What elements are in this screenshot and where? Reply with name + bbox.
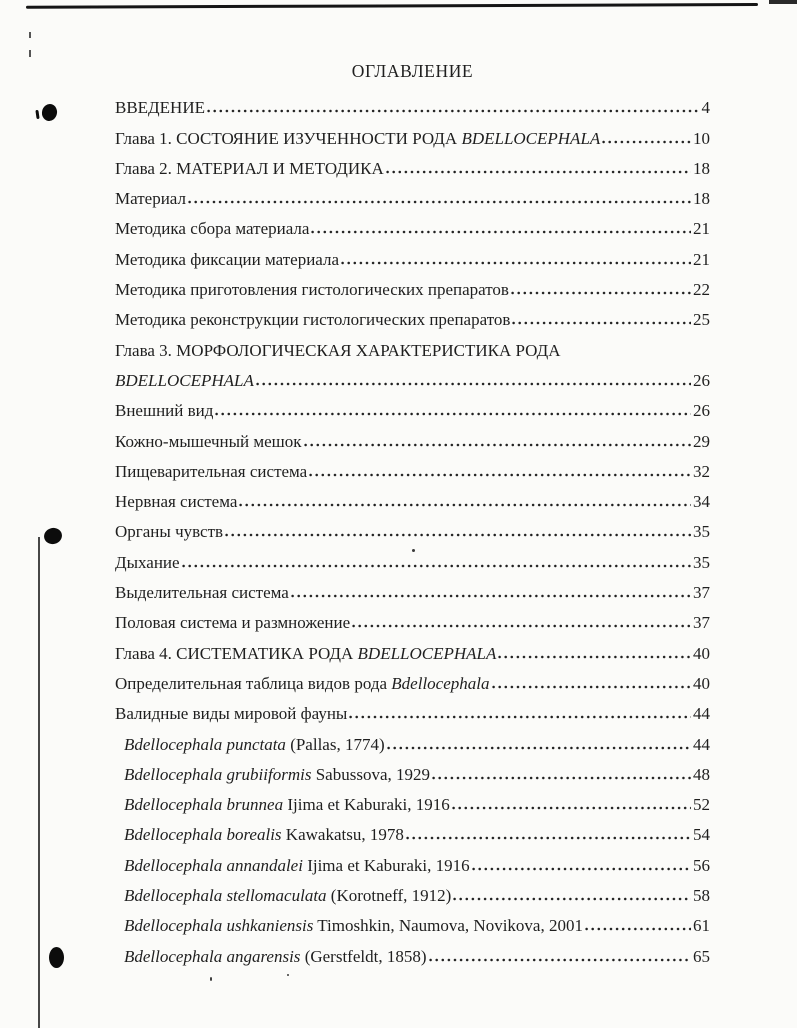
entry-text: Глава 2. МАТЕРИАЛ И МЕТОДИКА bbox=[115, 158, 384, 178]
toc-entry bbox=[115, 270, 710, 300]
entry-page: 10 bbox=[693, 128, 710, 148]
entry-page: 21 bbox=[693, 249, 710, 269]
entry-label bbox=[115, 553, 180, 573]
toc-entries bbox=[115, 88, 710, 967]
entry-label bbox=[115, 280, 509, 300]
entry-page: 61 bbox=[693, 916, 710, 936]
toc-entry bbox=[115, 573, 710, 603]
entry-page: 58 bbox=[693, 886, 710, 906]
entry-page: 34 bbox=[693, 492, 710, 512]
entry-page: 54 bbox=[693, 825, 710, 845]
entry-text: BDELLOCEPHALA bbox=[461, 128, 601, 148]
entry-label bbox=[124, 765, 430, 785]
toc-entry bbox=[115, 785, 710, 815]
toc-entry bbox=[115, 633, 710, 663]
entry-text: Bdellocephala punctata bbox=[124, 734, 286, 754]
dot-leader bbox=[256, 382, 691, 386]
entry-text: Выделительная система bbox=[115, 583, 289, 603]
binding-edge-line bbox=[38, 537, 40, 1028]
dot-leader bbox=[207, 109, 700, 113]
toc-entry bbox=[115, 664, 710, 694]
entry-text: Ijima et Kaburaki, 1916 bbox=[283, 795, 450, 815]
entry-text: Материал bbox=[115, 189, 186, 209]
entry-text: Половая система и размножение bbox=[115, 613, 351, 633]
scan-speck bbox=[29, 50, 31, 57]
dot-leader bbox=[386, 170, 691, 174]
entry-text: Органы чувств bbox=[115, 522, 224, 542]
entry-page: 37 bbox=[693, 583, 710, 603]
entry-text: (Pallas, 1774) bbox=[285, 734, 385, 754]
entry-page: 65 bbox=[693, 946, 710, 966]
dot-leader bbox=[512, 321, 691, 325]
toc-entry bbox=[115, 88, 710, 118]
ink-blob bbox=[42, 526, 63, 546]
entry-page: 56 bbox=[693, 855, 710, 875]
scan-speck bbox=[210, 977, 212, 981]
dot-leader bbox=[492, 685, 692, 689]
dot-leader bbox=[511, 291, 691, 295]
dot-leader bbox=[215, 412, 691, 416]
entry-label bbox=[115, 613, 350, 633]
dot-leader bbox=[182, 564, 691, 568]
dot-leader bbox=[432, 776, 691, 780]
toc-entry bbox=[115, 815, 710, 845]
entry-label bbox=[115, 250, 339, 270]
entry-text: Bdellocephala ushkaniensis bbox=[124, 916, 314, 936]
entry-page: 22 bbox=[693, 280, 710, 300]
toc-entry bbox=[115, 755, 710, 785]
entry-text: Ijima et Kaburaki, 1916 bbox=[302, 855, 470, 875]
entry-text: (Korotneff, 1912) bbox=[326, 886, 452, 906]
entry-text: Bdellocephala bbox=[391, 673, 490, 693]
entry-label bbox=[115, 644, 496, 664]
entry-label bbox=[115, 401, 213, 421]
entry-label bbox=[115, 189, 186, 209]
entry-page: 26 bbox=[693, 370, 710, 390]
entry-label bbox=[115, 462, 307, 482]
entry-text: Методика сбора материала bbox=[115, 219, 310, 239]
scan-speck bbox=[29, 32, 31, 38]
entry-label bbox=[115, 98, 205, 118]
entry-page: 40 bbox=[693, 673, 710, 693]
scan-speck bbox=[287, 974, 289, 976]
entry-page: 40 bbox=[693, 643, 710, 663]
entry-text: Методика приготовления гистологических препаратов bbox=[115, 280, 509, 300]
toc-entry bbox=[115, 361, 710, 391]
entry-label bbox=[124, 916, 583, 936]
dot-leader bbox=[602, 140, 691, 144]
entry-text: Bdellocephala stellomaculata bbox=[124, 886, 327, 906]
toc-entry bbox=[115, 330, 710, 360]
entry-text: Пищеварительная система bbox=[115, 461, 308, 481]
toc-entry bbox=[115, 724, 710, 754]
entry-page: 18 bbox=[693, 158, 710, 178]
toc-entry bbox=[115, 118, 710, 148]
toc-entry bbox=[115, 179, 710, 209]
dot-leader bbox=[387, 746, 691, 750]
entry-page: 32 bbox=[693, 461, 710, 481]
toc-entry bbox=[115, 209, 710, 239]
ink-blob bbox=[35, 110, 39, 119]
dot-leader bbox=[304, 443, 691, 447]
entry-label bbox=[115, 432, 302, 452]
entry-label bbox=[115, 492, 237, 512]
entry-page: 52 bbox=[693, 795, 710, 815]
toc-entry bbox=[115, 542, 710, 572]
entry-label bbox=[124, 825, 404, 845]
entry-text: Timoshkin, Naumova, Novikova, 2001 bbox=[313, 916, 583, 936]
entry-page: 37 bbox=[693, 613, 710, 633]
entry-text: Дыхание bbox=[115, 552, 180, 572]
entry-label bbox=[115, 159, 384, 179]
entry-page: 48 bbox=[693, 764, 710, 784]
dot-leader bbox=[472, 867, 691, 871]
entry-text: Методика фиксации материала bbox=[115, 249, 340, 269]
entry-label bbox=[115, 704, 347, 724]
dot-leader bbox=[349, 715, 691, 719]
dot-leader bbox=[452, 806, 691, 810]
dot-leader bbox=[341, 261, 691, 265]
dot-leader bbox=[498, 655, 691, 659]
entry-text: Нервная система bbox=[115, 492, 238, 512]
entry-label bbox=[124, 886, 451, 906]
entry-text: ВВЕДЕНИЕ bbox=[115, 98, 205, 118]
entry-page: 35 bbox=[693, 522, 710, 542]
entry-page: 35 bbox=[693, 552, 710, 572]
toc-entry bbox=[115, 300, 710, 330]
entry-text: BDELLOCEPHALA bbox=[357, 643, 497, 663]
dot-leader bbox=[309, 473, 691, 477]
entry-page: 21 bbox=[693, 219, 710, 239]
entry-page: 44 bbox=[693, 734, 710, 754]
entry-text: Валидные виды мировой фауны bbox=[115, 704, 348, 724]
entry-page: 44 bbox=[693, 704, 710, 724]
entry-text: Sabussova, 1929 bbox=[311, 764, 430, 784]
entry-page: 29 bbox=[693, 431, 710, 451]
entry-label bbox=[115, 341, 560, 361]
dot-leader bbox=[406, 836, 691, 840]
entry-text: Кожно-мышечный мешок bbox=[115, 431, 302, 451]
entry-text: Глава 4. СИСТЕМАТИКА РОДА bbox=[115, 643, 358, 663]
dot-leader bbox=[352, 624, 691, 628]
toc-entry bbox=[115, 906, 710, 936]
entry-label bbox=[115, 522, 223, 542]
entry-text: Глава 3. МОРФОЛОГИЧЕСКАЯ ХАРАКТЕРИСТИКА РОДА bbox=[115, 340, 561, 360]
dot-leader bbox=[585, 927, 691, 931]
dot-leader bbox=[188, 200, 691, 204]
entry-page: 26 bbox=[693, 401, 710, 421]
scan-edge-top-line bbox=[26, 3, 758, 9]
page-title: ОГЛАВЛЕНИЕ bbox=[351, 61, 474, 81]
entry-label bbox=[115, 310, 510, 330]
toc-entry bbox=[115, 845, 710, 875]
dot-leader bbox=[225, 533, 691, 537]
toc-entry bbox=[115, 603, 710, 633]
entry-page: 4 bbox=[701, 98, 710, 118]
entry-text: Глава 1. СОСТОЯНИЕ ИЗУЧЕННОСТИ РОДА bbox=[115, 128, 462, 148]
toc-entry bbox=[115, 421, 710, 451]
entry-text: Bdellocephala grubiiformis bbox=[124, 764, 312, 784]
toc-entry bbox=[115, 391, 710, 421]
entry-text: Определительная таблица видов рода bbox=[115, 673, 392, 693]
entry-label bbox=[124, 735, 385, 755]
toc-entry bbox=[115, 512, 710, 542]
entry-label bbox=[115, 219, 309, 239]
entry-label bbox=[115, 371, 254, 391]
toc-entry bbox=[115, 936, 710, 966]
entry-text: Bdellocephala borealis bbox=[124, 825, 282, 845]
dot-leader bbox=[311, 230, 691, 234]
entry-text: Методика реконструкции гистологических препаратов bbox=[115, 310, 511, 330]
toc-entry bbox=[115, 239, 710, 269]
toc-entry bbox=[115, 694, 710, 724]
entry-label bbox=[115, 674, 490, 694]
entry-text: Bdellocephala brunnea bbox=[124, 795, 284, 815]
toc-entry bbox=[115, 876, 710, 906]
entry-text: Внешний вид bbox=[115, 401, 214, 421]
entry-page: 18 bbox=[693, 189, 710, 209]
entry-text: Bdellocephala annandalei bbox=[124, 855, 303, 875]
entry-text: (Gerstfeldt, 1858) bbox=[300, 946, 427, 966]
entry-label bbox=[115, 583, 289, 603]
scan-edge-top-corner bbox=[769, 0, 797, 4]
dot-leader bbox=[453, 897, 691, 901]
dot-leader bbox=[291, 594, 691, 598]
entry-label bbox=[124, 795, 450, 815]
ink-blob bbox=[40, 103, 58, 123]
entry-page: 25 bbox=[693, 310, 710, 330]
entry-label bbox=[124, 947, 427, 967]
toc-entry bbox=[115, 149, 710, 179]
entry-label bbox=[115, 129, 600, 149]
dot-leader bbox=[239, 503, 691, 507]
entry-label bbox=[124, 856, 470, 876]
toc-entry bbox=[115, 482, 710, 512]
ink-blob bbox=[49, 947, 64, 968]
entry-text: Kawakatsu, 1978 bbox=[281, 825, 404, 845]
toc-entry bbox=[115, 452, 710, 482]
entry-text: BDELLOCEPHALA bbox=[115, 370, 254, 390]
dot-leader bbox=[429, 958, 692, 962]
entry-text: Bdellocephala angarensis bbox=[124, 946, 301, 966]
